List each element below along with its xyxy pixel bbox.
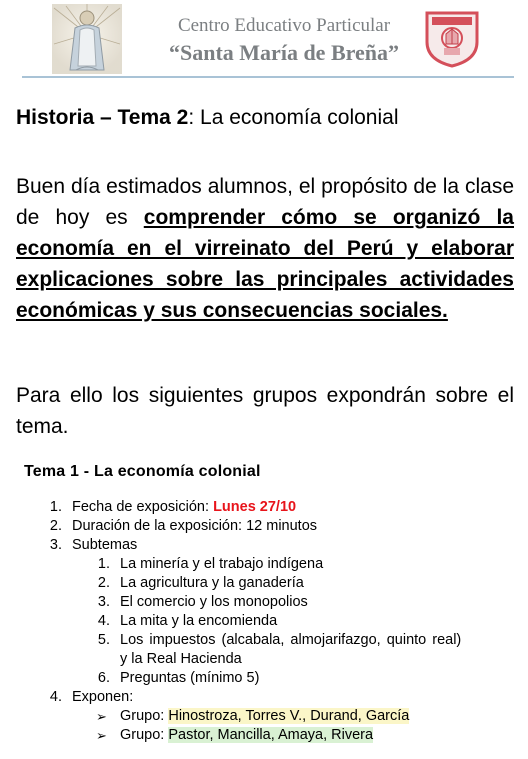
list-number: 4. <box>49 689 62 705</box>
subtopic-number: 3. <box>97 594 110 610</box>
groups-intro-paragraph: Para ello los siguientes grupos expondrán sobre el tema. <box>16 384 514 438</box>
subtopic-number: 1. <box>97 556 110 572</box>
subtopic-text: La minería y el trabajo indígena <box>120 556 324 572</box>
presenters-label: Exponen: <box>72 689 134 705</box>
list-item-subtopics <box>0 536 528 555</box>
list-number: 3. <box>49 537 62 553</box>
list-item-duration <box>0 517 528 536</box>
school-name: “Santa María de Breña” <box>169 40 399 65</box>
subtopic-text: La mita y la encomienda <box>120 613 278 629</box>
list-number: 1. <box>49 499 62 515</box>
group-members: Pastor, Mancilla, Amaya, Rivera <box>168 727 374 743</box>
school-type: Centro Educativo Particular <box>177 15 391 36</box>
group-item <box>0 707 528 726</box>
virgin-mary-emblem-icon <box>52 4 122 74</box>
topic-subject: Historia – Tema 2 <box>16 106 189 129</box>
tema-heading: Tema 1 - La economía colonial <box>24 463 261 480</box>
date-label: Fecha de exposición: <box>72 499 214 515</box>
subtopic-number: 4. <box>97 613 110 629</box>
group-label: Grupo: <box>120 708 169 724</box>
subtopics-label: Subtemas <box>72 537 138 553</box>
arrow-bullet-icon: ➢ <box>96 709 107 724</box>
exposition-date: Lunes 27/10 <box>213 499 297 515</box>
group-members: Hinostroza, Torres V., Durand, García <box>168 708 410 724</box>
subtopic-item <box>0 574 528 593</box>
list-item-date <box>0 498 528 517</box>
topic-name: : La economía colonial <box>188 106 399 129</box>
intro-paragraph <box>16 171 514 326</box>
school-crest-icon <box>422 8 482 68</box>
group-item <box>0 726 528 745</box>
subtopic-number: 5. <box>97 632 110 648</box>
subtopic-text: La agricultura y la ganadería <box>120 575 304 591</box>
topic-title <box>16 106 399 130</box>
subtopic-item <box>0 555 528 574</box>
subtopic-item <box>0 631 528 650</box>
duration-text: Duración de la exposición: 12 minutos <box>72 518 318 534</box>
subtopic-text: Preguntas (mínimo 5) <box>120 670 260 686</box>
subtopic-item <box>0 669 528 688</box>
subtopic-item-continuation <box>0 650 528 669</box>
subtopic-number: 6. <box>97 670 110 686</box>
list-number: 2. <box>49 518 62 534</box>
subtopic-text-continuation: y la Real Hacienda <box>120 651 242 667</box>
group-label: Grupo: <box>120 727 169 743</box>
subtopic-number: 2. <box>97 575 110 591</box>
subtopic-item <box>0 593 528 612</box>
letterhead <box>0 0 528 82</box>
subtopic-item <box>0 612 528 631</box>
header-divider <box>22 76 514 78</box>
arrow-bullet-icon: ➢ <box>96 728 107 743</box>
subtopic-text: El comercio y los monopolios <box>120 594 308 610</box>
list-item-presenters <box>0 688 528 707</box>
class-purpose: comprender cómo se organizó la economía en el virreinato del Perú y elaborar explicaciones sobre las principales actividades económicas y sus consecuencias sociales. <box>16 206 514 322</box>
intro-greeting: Buen día estimados alumnos, el propósito de la clase de hoy es <box>16 175 514 229</box>
subtopic-text: Los impuestos (alcabala, almojarifazgo, quinto real) <box>120 632 462 648</box>
